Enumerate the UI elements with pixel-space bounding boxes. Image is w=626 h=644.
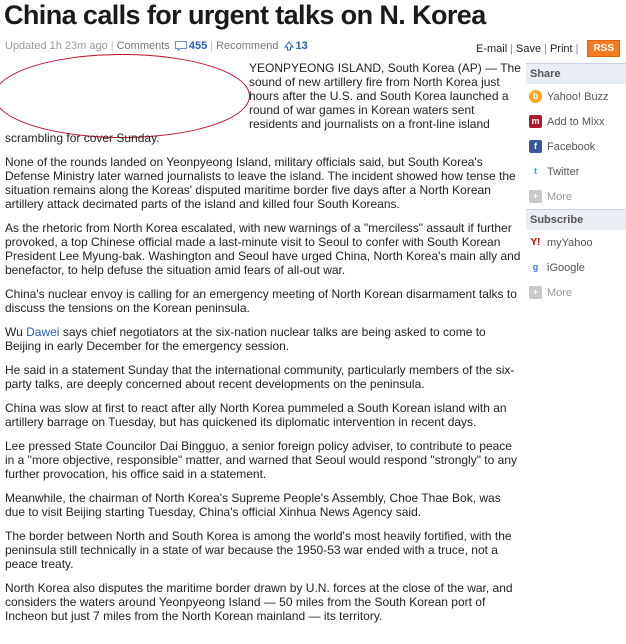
article-title: China calls for urgent talks on N. Korea: [4, 0, 486, 30]
plus-icon: +: [529, 286, 542, 299]
paragraph: As the rhetoric from North Korea escalated, with new warnings of a "merciless" assault if further provoked, a top Chinese official made a last-minute visit to Seoul to confer with South Korean President Lee Myung-bak. Washington and Seoul have urged China, North Korea's main ally and benefactor, to help defuse the situation amid fears of all-out war.: [5, 221, 521, 277]
paragraph: Lee pressed State Councilor Dai Bingguo, a senior foreign policy adviser, to contribute to peace in a "more objective, responsible" matter, and warned that Seoul would respond "strongly" to any further provocation, his office said in a statement.: [5, 439, 517, 481]
paragraph: North Korea also disputes the maritime border drawn by U.N. forces at the close of the war, and considers the waters around Yeonpyeong Island — 50 miles from the South Korean port of Incheon but just 7 miles from the North Korean mainland — its territory.: [5, 581, 513, 623]
twitter-icon: t: [529, 165, 542, 178]
paragraph: China's nuclear envoy is calling for an emergency meeting of North Korean disarmament talks to discuss the tensions on the Korean peninsula.: [5, 287, 517, 315]
comments-link[interactable]: Comments: [116, 40, 170, 52]
subscribe-myyahoo[interactable]: Y! myYahoo: [530, 236, 593, 249]
subscribe-more[interactable]: + More: [526, 280, 626, 305]
plus-icon: +: [529, 190, 542, 203]
share-twitter[interactable]: t Twitter: [526, 159, 626, 184]
rss-button[interactable]: RSS: [587, 40, 620, 57]
share-yahoo-buzz[interactable]: b Yahoo! Buzz: [526, 84, 626, 109]
paragraph: China was slow at first to react after ally North Korea pummeled a South Korean island with an artillery barrage on Tuesday, but has quickened its diplomatic intervention in recent days.: [5, 401, 507, 429]
article-body: [5, 61, 522, 633]
article-meta: Updated 1h 23m ago | Comments 455 | Recommend 13: [5, 40, 308, 52]
igoogle-icon: g: [529, 261, 542, 274]
dawei-link[interactable]: Dawei: [26, 325, 60, 339]
facebook-icon: f: [529, 140, 542, 153]
save-link[interactable]: Save: [516, 42, 542, 55]
paragraph: Meanwhile, the chairman of North Korea's Supreme People's Assembly, Choe Thae Bok, was due to visit Beijing starting Tuesday, China's official Xinhua News Agency said.: [5, 491, 501, 519]
image-placeholder: [5, 61, 249, 125]
email-link[interactable]: E-mail: [475, 42, 508, 55]
thumb-up-arrow-icon[interactable]: [284, 41, 294, 54]
print-link[interactable]: Print: [549, 42, 573, 55]
share-more[interactable]: + More: [526, 184, 626, 209]
updated-time: Updated 1h 23m ago: [5, 40, 108, 52]
paragraph: He said in a statement Sunday that the international community, particularly members of the six-party talks, are deeply concerned about recent developments on the peninsula.: [5, 363, 515, 391]
recommend-count: 13: [295, 40, 308, 52]
share-facebook[interactable]: f Facebook: [526, 134, 626, 159]
paragraph: None of the rounds landed on Yeonpyeong Island, military officials said, but South Korea's Defense Ministry later warned journalists to leave the island. The incident showed how tense the situation remains along the Koreas' disputed maritime border five days after a North Korean artillery attack decimated parts of the island and killed four South Koreans.: [5, 155, 516, 211]
mixx-icon: m: [529, 115, 542, 128]
subscribe-igoogle[interactable]: g iGoogle: [526, 255, 626, 280]
paragraph: Wu Dawei says chief negotiators at the six-nation nuclear talks are being asked to come to Beijing in early December for the emergency session.: [5, 325, 486, 353]
article-tools: E-mail | Save | Print | RSS: [476, 40, 620, 57]
comments-count[interactable]: 455: [188, 40, 208, 52]
yahoo-buzz-icon: b: [529, 90, 542, 103]
recommend-link[interactable]: Recommend: [216, 40, 279, 52]
share-mixx[interactable]: m Add to Mixx: [526, 109, 626, 134]
share-sidebar: [526, 63, 626, 305]
subscribe-heading: Subscribe: [526, 209, 626, 230]
paragraph: The border between North and South Korea is among the world's most heavily fortified, with the peninsula still technically in a state of war because the 1950-53 war ended with a truce, not a peace treaty.: [5, 529, 512, 571]
yahoo-icon: Y!: [530, 237, 541, 248]
comment-bubble-icon[interactable]: [175, 41, 187, 54]
share-heading: Share: [526, 63, 626, 84]
paragraph: YEONPYEONG ISLAND, South Korea (AP) — The sound of new artillery fire from North Korea just hours after the U.S. and South Korea launched a round of war games in Korean waters sent residents and journalists on a front-line island scrambling for cover Sunday.: [5, 61, 521, 145]
